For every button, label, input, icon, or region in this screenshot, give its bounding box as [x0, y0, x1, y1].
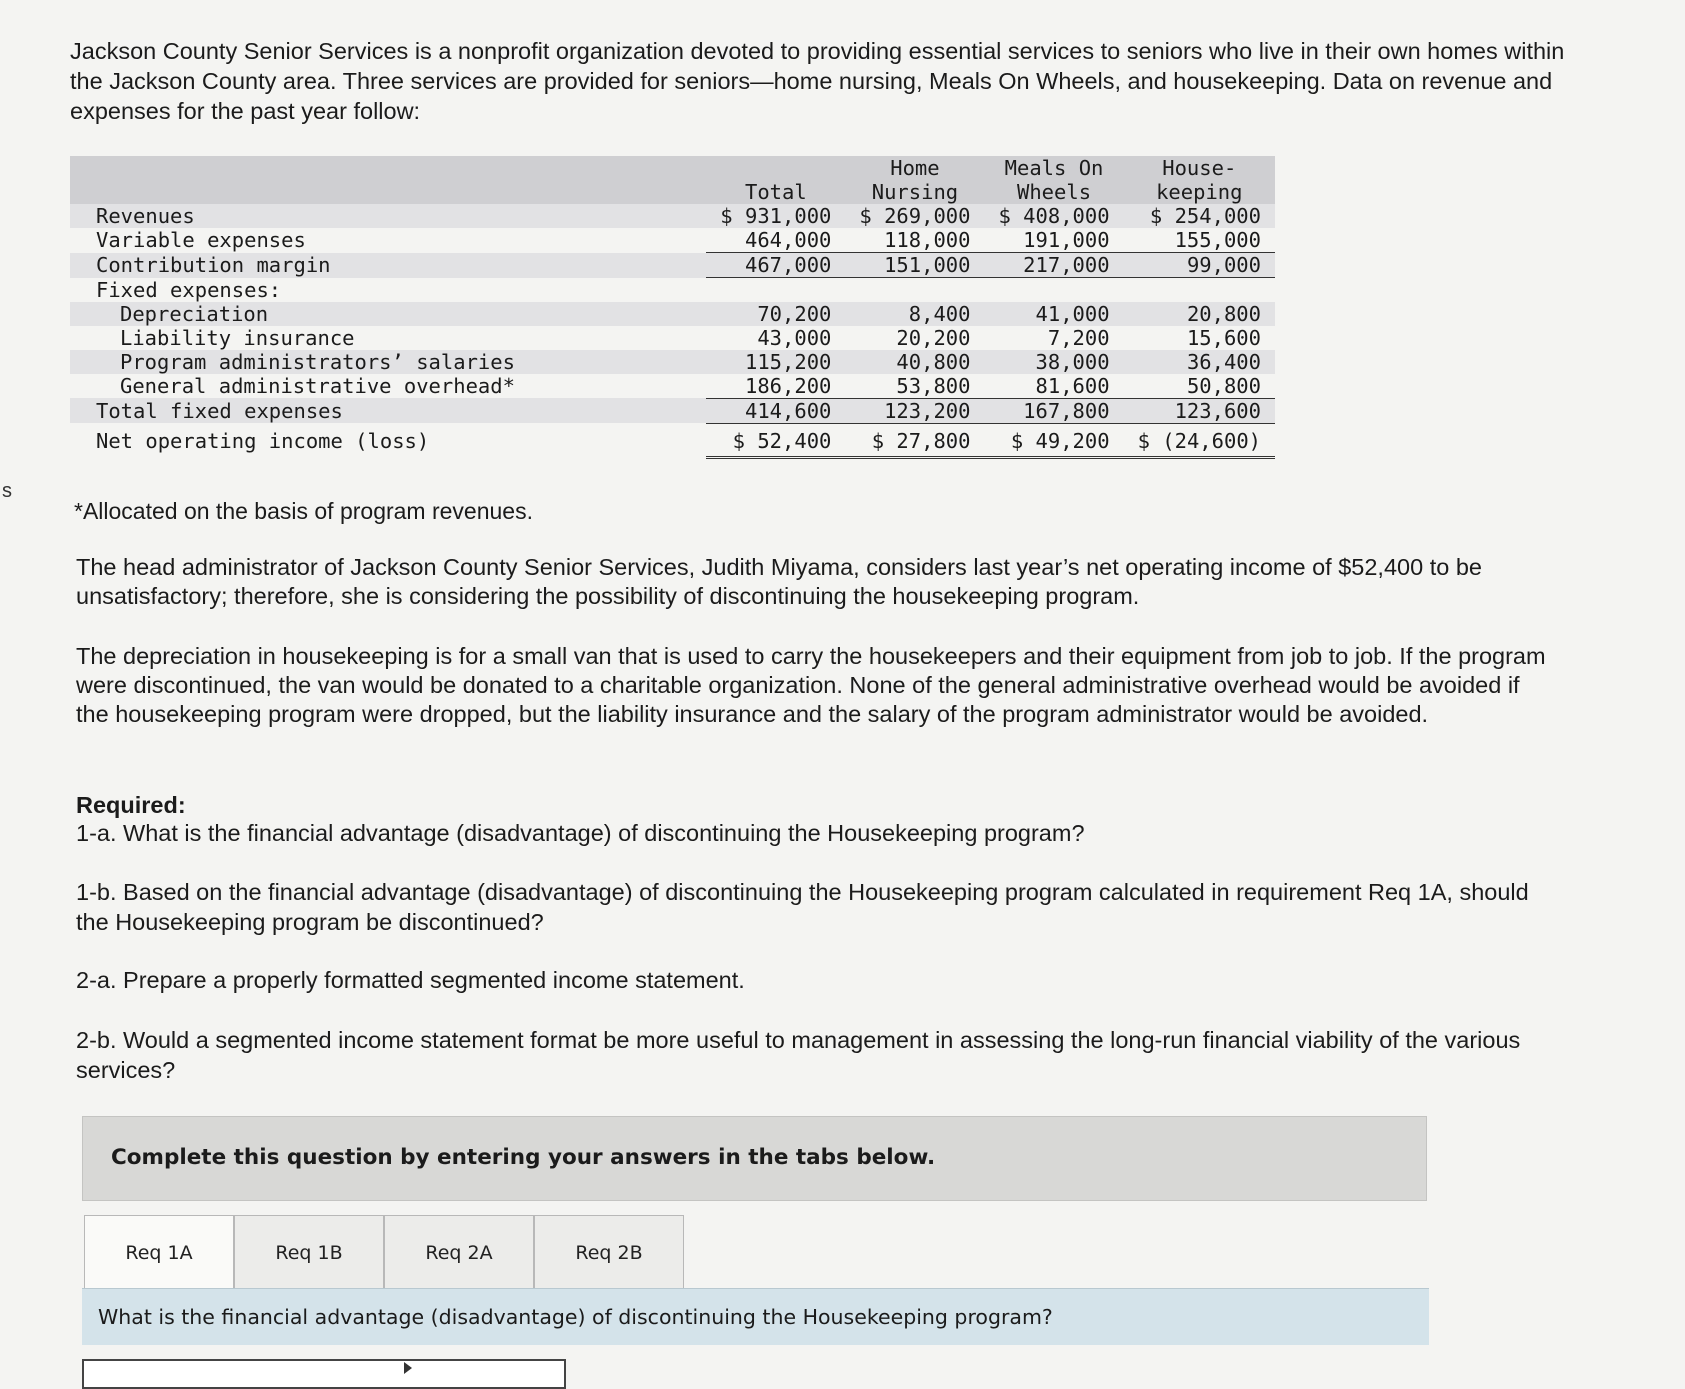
table-header-row: [70, 156, 1275, 204]
instructions-box: [82, 1116, 1427, 1201]
row-label: Variable expenses: [96, 228, 306, 253]
intro-paragraph: Jackson County Senior Services is a nonprofit organization devoted to providing essential services to seniors who live in their own homes within the Jackson County area. Three services are provided for seniors—home nursing, Meals On Wheels, and housekeeping. Data on revenue and expenses for the past year follow:: [70, 38, 1565, 124]
table-row: [70, 350, 1275, 374]
cell-home-nursing: 151,000: [845, 253, 984, 278]
row-label: General administrative overhead*: [120, 373, 515, 398]
table-row: [70, 398, 1275, 423]
row-label: Program administrators’ salaries: [70, 350, 706, 374]
cell-housekeeping: 99,000: [1124, 253, 1275, 278]
requirement-tabs: [84, 1215, 684, 1290]
cell-housekeeping: 15,600: [1186, 325, 1261, 350]
cell-meals: 191,000: [984, 228, 1123, 253]
dropdown-arrow-icon[interactable]: [404, 1362, 412, 1374]
cell-home-nursing: 118,000: [845, 228, 984, 253]
cell-meals: $ 408,000: [984, 204, 1123, 228]
cell-total: 186,200: [706, 374, 845, 399]
cell-total: 414,600: [706, 398, 845, 423]
cell-total: $ 931,000: [706, 204, 845, 228]
table-row: [70, 423, 1275, 457]
tab-req-2b[interactable]: Req 2B: [534, 1215, 684, 1290]
row-label: Depreciation: [70, 302, 706, 326]
question-1a: 1-a. What is the financial advantage (disadvantage) of discontinuing the Housekeeping program?: [76, 820, 1085, 846]
header-home-nursing: Home Nursing: [845, 156, 984, 204]
details-paragraph: The depreciation in housekeeping is for a small van that is used to carry the housekeepers and their equipment from job to job. If the program were discontinued, the van would be donated to a charitable organization. None of the general administrative overhead would be avoided if the housekeeping program were dropped, but the liability insurance and the salary of the program administrator would be avoided.: [76, 643, 1546, 727]
table-footnote: *Allocated on the basis of program revenues.: [74, 498, 533, 524]
row-label: Fixed expenses:: [96, 277, 282, 302]
row-label: Total fixed expenses: [70, 398, 706, 423]
cell-home-nursing: 20,200: [896, 325, 971, 350]
table-row: [70, 204, 1275, 228]
cell-home-nursing: 40,800: [845, 350, 984, 374]
cell-total: 467,000: [706, 253, 845, 278]
active-question-text: What is the financial advantage (disadvantage) of discontinuing the Housekeeping program?: [98, 1305, 1053, 1329]
cell-meals: 167,800: [984, 398, 1123, 423]
cell-housekeeping: 36,400: [1124, 350, 1275, 374]
cell-meals: 217,000: [984, 253, 1123, 278]
required-heading: Required:: [76, 792, 186, 818]
table-row: [70, 326, 1275, 350]
table-row: [70, 302, 1275, 326]
header-blank: [70, 156, 706, 204]
cell-total: 464,000: [706, 228, 845, 253]
header-total: Total: [706, 156, 845, 204]
answer-dropdown[interactable]: [82, 1359, 566, 1389]
row-label: Liability insurance: [120, 325, 355, 350]
income-table: [70, 156, 1275, 459]
cell-housekeeping: 50,800: [1124, 374, 1275, 399]
cell-meals: 41,000: [984, 302, 1123, 326]
row-label: Revenues: [70, 204, 706, 228]
tab-req-1a[interactable]: Req 1A: [84, 1215, 234, 1290]
cell-total: 115,200: [706, 350, 845, 374]
cell-total: 70,200: [706, 302, 845, 326]
cell-housekeeping: 123,600: [1124, 398, 1275, 423]
cell-housekeeping: 155,000: [1124, 228, 1275, 253]
row-label: Net operating income (loss): [96, 429, 430, 453]
cell-home-nursing: 8,400: [845, 302, 984, 326]
cell-home-nursing: 123,200: [845, 398, 984, 423]
cell-meals: 38,000: [984, 350, 1123, 374]
question-2a: 2-a. Prepare a properly formatted segmented income statement.: [76, 967, 745, 993]
table-row: [70, 278, 1275, 302]
cell-total: 43,000: [757, 325, 832, 350]
tab-req-2a[interactable]: Req 2A: [384, 1215, 534, 1290]
cell-housekeeping: $ (24,600): [1124, 423, 1275, 457]
question-2b: 2-b. Would a segmented income statement format be more useful to management in assessing the long-run financial viability of the various services?: [76, 1027, 1521, 1083]
scenario-paragraph: The head administrator of Jackson County Senior Services, Judith Miyama, considers last year’s net operating income of $52,400 to be unsatisfactory; therefore, she is considering the possibility of discontinuing the housekeeping program.: [76, 554, 1482, 609]
tab-req-1b[interactable]: Req 1B: [234, 1215, 384, 1290]
table-row: [70, 228, 1275, 253]
cell-meals: $ 49,200: [984, 423, 1123, 457]
cell-meals: 7,200: [1047, 325, 1110, 350]
table-row: [70, 253, 1275, 278]
header-housekeeping: House- keeping: [1124, 156, 1275, 204]
cell-home-nursing: $ 269,000: [845, 204, 984, 228]
header-meals-on-wheels: Meals On Wheels: [984, 156, 1123, 204]
cell-home-nursing: $ 27,800: [845, 423, 984, 457]
question-1b: 1-b. Based on the financial advantage (disadvantage) of discontinuing the Housekeeping program calculated in requirement Req 1A, should the Housekeeping program be discontinued?: [76, 879, 1529, 935]
cell-housekeeping: $ 254,000: [1124, 204, 1275, 228]
cropped-edge-text: s: [2, 480, 12, 502]
active-question-bar: [82, 1288, 1429, 1345]
instructions-text: Complete this question by entering your answers in the tabs below.: [111, 1145, 936, 1170]
cell-total: $ 52,400: [706, 423, 845, 457]
cell-meals: 81,600: [984, 374, 1123, 399]
cell-home-nursing: 53,800: [845, 374, 984, 399]
cell-housekeeping: 20,800: [1124, 302, 1275, 326]
table-row: [70, 374, 1275, 399]
row-label: Contribution margin: [70, 253, 706, 278]
